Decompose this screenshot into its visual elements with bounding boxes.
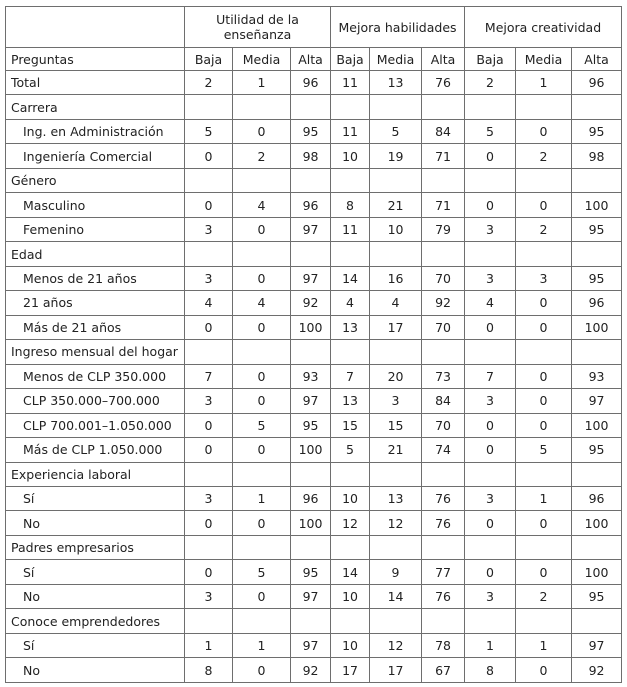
value-cell [516, 168, 572, 192]
value-cell: 95 [572, 266, 622, 290]
value-cell: 76 [422, 71, 465, 95]
value-cell: 95 [572, 584, 622, 608]
value-cell: 0 [233, 389, 291, 413]
value-cell [370, 535, 422, 559]
value-cell: 7 [331, 364, 370, 388]
header-empty-cell [6, 7, 185, 48]
value-cell: 0 [233, 315, 291, 339]
survey-results-table [5, 6, 622, 683]
value-cell: 2 [233, 144, 291, 168]
value-cell: 96 [572, 71, 622, 95]
value-cell: 79 [422, 217, 465, 241]
value-cell: 16 [370, 266, 422, 290]
value-cell: 2 [516, 217, 572, 241]
value-cell: 3 [465, 266, 516, 290]
value-cell: 2 [516, 584, 572, 608]
value-cell [233, 95, 291, 119]
value-cell: 8 [331, 193, 370, 217]
value-cell [233, 340, 291, 364]
value-cell: 96 [291, 486, 331, 510]
value-cell [331, 242, 370, 266]
value-cell: 0 [516, 658, 572, 683]
value-cell: 0 [516, 364, 572, 388]
value-cell [370, 168, 422, 192]
value-cell [516, 340, 572, 364]
row-label: Total [6, 71, 185, 95]
value-cell: 1 [233, 71, 291, 95]
value-cell: 21 [370, 193, 422, 217]
value-cell [572, 168, 622, 192]
value-cell: 0 [233, 438, 291, 462]
value-cell: 93 [572, 364, 622, 388]
value-cell: 3 [185, 266, 233, 290]
value-cell: 11 [331, 119, 370, 143]
row-label: Padres empresarios [6, 535, 185, 559]
value-cell: 95 [572, 217, 622, 241]
value-cell [516, 95, 572, 119]
value-cell [233, 242, 291, 266]
value-cell: 92 [291, 658, 331, 683]
value-cell: 0 [516, 119, 572, 143]
section-row [6, 168, 622, 192]
value-cell [465, 535, 516, 559]
table-row [6, 315, 622, 339]
value-cell: 0 [516, 291, 572, 315]
row-label: Experiencia laboral [6, 462, 185, 486]
value-cell [516, 535, 572, 559]
header-subcol-alta: Alta [572, 48, 622, 71]
value-cell: 1 [516, 486, 572, 510]
value-cell: 73 [422, 364, 465, 388]
value-cell: 1 [516, 71, 572, 95]
value-cell [331, 95, 370, 119]
row-label: Carrera [6, 95, 185, 119]
row-label: 21 años [6, 291, 185, 315]
value-cell: 5 [331, 438, 370, 462]
value-cell: 93 [291, 364, 331, 388]
value-cell: 84 [422, 119, 465, 143]
table-row [6, 364, 622, 388]
value-cell: 3 [370, 389, 422, 413]
value-cell: 0 [516, 413, 572, 437]
value-cell [185, 609, 233, 633]
value-cell [185, 340, 233, 364]
value-cell [185, 462, 233, 486]
value-cell: 12 [370, 633, 422, 657]
value-cell [370, 340, 422, 364]
value-cell [291, 242, 331, 266]
value-cell: 70 [422, 315, 465, 339]
value-cell [422, 609, 465, 633]
value-cell: 100 [291, 511, 331, 535]
value-cell: 8 [185, 658, 233, 683]
value-cell: 100 [572, 315, 622, 339]
value-cell: 0 [465, 413, 516, 437]
header-subcol-baja: Baja [331, 48, 370, 71]
value-cell: 8 [465, 658, 516, 683]
value-cell: 100 [291, 315, 331, 339]
value-cell [370, 242, 422, 266]
section-row [6, 95, 622, 119]
value-cell: 3 [185, 389, 233, 413]
value-cell: 78 [422, 633, 465, 657]
value-cell: 97 [291, 633, 331, 657]
value-cell: 3 [465, 486, 516, 510]
value-cell [465, 340, 516, 364]
value-cell: 5 [233, 413, 291, 437]
value-cell: 0 [185, 193, 233, 217]
value-cell [422, 168, 465, 192]
value-cell [516, 462, 572, 486]
value-cell: 70 [422, 266, 465, 290]
value-cell: 3 [465, 389, 516, 413]
value-cell: 11 [331, 71, 370, 95]
table-row [6, 584, 622, 608]
value-cell: 7 [185, 364, 233, 388]
value-cell: 0 [233, 584, 291, 608]
table-row [6, 438, 622, 462]
value-cell: 96 [291, 71, 331, 95]
header-group-creatividad: Mejora creatividad [465, 7, 622, 48]
table-row [6, 193, 622, 217]
value-cell: 77 [422, 560, 465, 584]
table-row [6, 291, 622, 315]
section-row [6, 340, 622, 364]
value-cell: 3 [185, 217, 233, 241]
value-cell: 19 [370, 144, 422, 168]
row-label: Más de CLP 1.050.000 [6, 438, 185, 462]
value-cell: 1 [185, 633, 233, 657]
value-cell: 0 [185, 144, 233, 168]
value-cell: 5 [370, 119, 422, 143]
value-cell: 4 [331, 291, 370, 315]
value-cell [516, 242, 572, 266]
value-cell: 95 [572, 438, 622, 462]
value-cell: 2 [516, 144, 572, 168]
row-label: Sí [6, 486, 185, 510]
section-row [6, 609, 622, 633]
value-cell [233, 462, 291, 486]
row-label: Ing. en Administración [6, 119, 185, 143]
value-cell: 14 [331, 266, 370, 290]
value-cell: 14 [370, 584, 422, 608]
value-cell: 13 [370, 71, 422, 95]
value-cell: 0 [465, 315, 516, 339]
value-cell: 100 [572, 560, 622, 584]
value-cell: 84 [422, 389, 465, 413]
row-label: CLP 350.000–700.000 [6, 389, 185, 413]
value-cell [572, 95, 622, 119]
value-cell: 17 [331, 658, 370, 683]
value-cell: 4 [465, 291, 516, 315]
value-cell: 15 [331, 413, 370, 437]
value-cell: 97 [291, 389, 331, 413]
value-cell: 2 [185, 71, 233, 95]
row-label: Ingreso mensual del hogar [6, 340, 185, 364]
value-cell [185, 95, 233, 119]
table-row [6, 413, 622, 437]
value-cell: 97 [572, 389, 622, 413]
value-cell: 15 [370, 413, 422, 437]
row-label: Sí [6, 560, 185, 584]
row-label: Conoce emprendedores [6, 609, 185, 633]
value-cell: 10 [331, 486, 370, 510]
value-cell [465, 168, 516, 192]
value-cell: 74 [422, 438, 465, 462]
value-cell: 0 [185, 315, 233, 339]
value-cell [516, 609, 572, 633]
value-cell: 7 [465, 364, 516, 388]
value-cell [291, 462, 331, 486]
value-cell [291, 609, 331, 633]
value-cell: 0 [516, 193, 572, 217]
value-cell: 5 [516, 438, 572, 462]
value-cell: 1 [233, 486, 291, 510]
value-cell: 14 [331, 560, 370, 584]
section-row [6, 535, 622, 559]
value-cell: 0 [516, 560, 572, 584]
row-label: Edad [6, 242, 185, 266]
value-cell [465, 462, 516, 486]
value-cell: 97 [572, 633, 622, 657]
value-cell: 95 [572, 119, 622, 143]
value-cell [291, 95, 331, 119]
value-cell: 92 [291, 291, 331, 315]
value-cell: 95 [291, 413, 331, 437]
value-cell: 1 [465, 633, 516, 657]
value-cell [331, 609, 370, 633]
value-cell [422, 95, 465, 119]
value-cell: 3 [465, 217, 516, 241]
header-subcol-media: Media [516, 48, 572, 71]
table-body [6, 71, 622, 683]
value-cell: 10 [370, 217, 422, 241]
value-cell: 92 [572, 658, 622, 683]
value-cell: 3 [465, 584, 516, 608]
value-cell [422, 462, 465, 486]
table-row [6, 560, 622, 584]
value-cell: 17 [370, 315, 422, 339]
value-cell: 1 [516, 633, 572, 657]
table-row [6, 119, 622, 143]
value-cell: 0 [516, 511, 572, 535]
value-cell [331, 535, 370, 559]
value-cell [465, 609, 516, 633]
row-label: Sí [6, 633, 185, 657]
value-cell [233, 535, 291, 559]
value-cell: 3 [185, 584, 233, 608]
value-cell: 4 [185, 291, 233, 315]
value-cell [331, 168, 370, 192]
value-cell: 95 [291, 119, 331, 143]
value-cell: 11 [331, 217, 370, 241]
value-cell: 0 [465, 144, 516, 168]
header-subcol-alta: Alta [422, 48, 465, 71]
row-label: Género [6, 168, 185, 192]
value-cell [233, 168, 291, 192]
value-cell [185, 535, 233, 559]
value-cell: 100 [572, 193, 622, 217]
value-cell: 0 [185, 438, 233, 462]
value-cell: 4 [233, 291, 291, 315]
value-cell: 5 [233, 560, 291, 584]
value-cell [370, 95, 422, 119]
header-subcol-alta: Alta [291, 48, 331, 71]
value-cell: 0 [233, 217, 291, 241]
value-cell [185, 168, 233, 192]
value-cell: 3 [185, 486, 233, 510]
value-cell: 0 [185, 511, 233, 535]
value-cell [572, 535, 622, 559]
value-cell [572, 609, 622, 633]
table-row [6, 217, 622, 241]
value-cell: 100 [572, 413, 622, 437]
value-cell: 13 [331, 315, 370, 339]
header-subcol-media: Media [233, 48, 291, 71]
row-label: No [6, 658, 185, 683]
value-cell: 13 [370, 486, 422, 510]
value-cell: 0 [233, 511, 291, 535]
value-cell: 97 [291, 584, 331, 608]
value-cell: 3 [516, 266, 572, 290]
section-row [6, 242, 622, 266]
value-cell: 0 [233, 266, 291, 290]
value-cell: 98 [572, 144, 622, 168]
value-cell [291, 340, 331, 364]
value-cell: 17 [370, 658, 422, 683]
value-cell: 10 [331, 584, 370, 608]
table-row [6, 266, 622, 290]
value-cell: 0 [185, 413, 233, 437]
value-cell [370, 462, 422, 486]
value-cell: 76 [422, 511, 465, 535]
value-cell: 9 [370, 560, 422, 584]
table-row [6, 658, 622, 683]
value-cell: 0 [465, 560, 516, 584]
value-cell: 1 [233, 633, 291, 657]
row-label: Femenino [6, 217, 185, 241]
value-cell [572, 242, 622, 266]
value-cell [422, 340, 465, 364]
value-cell: 98 [291, 144, 331, 168]
header-subcol-media: Media [370, 48, 422, 71]
value-cell [465, 242, 516, 266]
value-cell: 0 [233, 658, 291, 683]
value-cell: 4 [370, 291, 422, 315]
table-row [6, 511, 622, 535]
value-cell: 12 [370, 511, 422, 535]
row-label: CLP 700.001–1.050.000 [6, 413, 185, 437]
value-cell [572, 462, 622, 486]
value-cell [422, 535, 465, 559]
header-subcol-baja: Baja [465, 48, 516, 71]
value-cell: 92 [422, 291, 465, 315]
table-row [6, 633, 622, 657]
row-label: No [6, 511, 185, 535]
value-cell: 96 [291, 193, 331, 217]
row-label: Masculino [6, 193, 185, 217]
value-cell: 0 [233, 119, 291, 143]
value-cell: 0 [465, 193, 516, 217]
value-cell: 71 [422, 144, 465, 168]
row-label: No [6, 584, 185, 608]
value-cell: 2 [465, 71, 516, 95]
value-cell: 20 [370, 364, 422, 388]
value-cell: 12 [331, 511, 370, 535]
row-label: Ingeniería Comercial [6, 144, 185, 168]
value-cell: 5 [185, 119, 233, 143]
value-cell [422, 242, 465, 266]
value-cell: 10 [331, 633, 370, 657]
value-cell: 0 [465, 438, 516, 462]
value-cell: 0 [233, 364, 291, 388]
header-subcolumn-row [6, 48, 622, 71]
value-cell [185, 242, 233, 266]
value-cell: 97 [291, 266, 331, 290]
value-cell: 0 [185, 560, 233, 584]
value-cell [331, 340, 370, 364]
value-cell [465, 95, 516, 119]
value-cell: 70 [422, 413, 465, 437]
value-cell [291, 168, 331, 192]
value-cell [370, 609, 422, 633]
table-row [6, 486, 622, 510]
value-cell: 96 [572, 291, 622, 315]
value-cell: 76 [422, 486, 465, 510]
header-group-utilidad: Utilidad de la enseñanza [185, 7, 331, 48]
table-header [6, 7, 622, 71]
value-cell: 67 [422, 658, 465, 683]
value-cell: 10 [331, 144, 370, 168]
total-row [6, 71, 622, 95]
value-cell: 97 [291, 217, 331, 241]
value-cell: 100 [572, 511, 622, 535]
value-cell: 95 [291, 560, 331, 584]
table-row [6, 389, 622, 413]
value-cell [331, 462, 370, 486]
section-row [6, 462, 622, 486]
row-label: Más de 21 años [6, 315, 185, 339]
value-cell: 5 [465, 119, 516, 143]
header-group-habilidades: Mejora habilidades [331, 7, 465, 48]
value-cell: 71 [422, 193, 465, 217]
header-subcol-baja: Baja [185, 48, 233, 71]
header-group-row [6, 7, 622, 48]
value-cell: 0 [516, 315, 572, 339]
value-cell: 0 [465, 511, 516, 535]
value-cell [572, 340, 622, 364]
value-cell: 4 [233, 193, 291, 217]
value-cell: 0 [516, 389, 572, 413]
value-cell: 96 [572, 486, 622, 510]
value-cell: 13 [331, 389, 370, 413]
table-row [6, 144, 622, 168]
value-cell [233, 609, 291, 633]
value-cell: 76 [422, 584, 465, 608]
value-cell: 100 [291, 438, 331, 462]
header-preguntas: Preguntas [6, 48, 185, 71]
row-label: Menos de CLP 350.000 [6, 364, 185, 388]
value-cell: 21 [370, 438, 422, 462]
value-cell [291, 535, 331, 559]
row-label: Menos de 21 años [6, 266, 185, 290]
